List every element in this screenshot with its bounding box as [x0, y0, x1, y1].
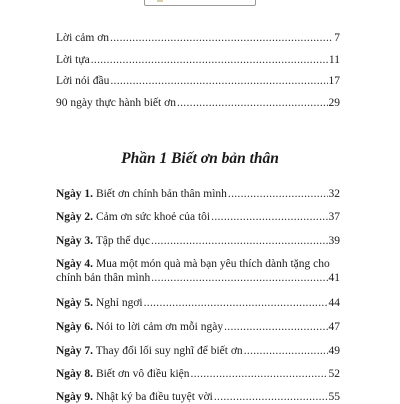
toc-entry-page: 44	[328, 297, 340, 309]
dot-leader	[228, 187, 328, 201]
toc-entry-page: 52	[328, 368, 340, 380]
day-label: Ngày 7.	[56, 345, 94, 357]
dot-leader	[224, 320, 327, 334]
toc-day-title: Ngày 1. Biết ơn chính bản thân mình	[56, 188, 227, 200]
toc-day-title: Ngày 9. Nhật ký ba điều tuyệt vời	[56, 391, 213, 403]
dot-leader	[110, 74, 327, 88]
toc-day-entry[interactable]	[56, 344, 340, 358]
toc-entry-page: 41	[328, 272, 340, 284]
dot-leader	[244, 344, 328, 358]
toc-day-title-line1: Ngày 4. Mua một món quà mà bạn yêu thích dành tặng cho	[56, 258, 330, 270]
toc-entry-page: 47	[328, 321, 340, 333]
toc-day-entry[interactable]	[56, 234, 340, 248]
toc-day-title: Ngày 7. Thay đổi lối suy nghĩ để biết ơn	[56, 345, 243, 357]
toc-day-entry[interactable]	[56, 390, 340, 404]
toc-entry-page: 11	[328, 54, 340, 66]
day-label: Ngày 6.	[56, 321, 94, 333]
day-label: Ngày 8.	[56, 368, 94, 380]
toc-day-title: Ngày 5. Nghỉ ngơi	[56, 297, 143, 309]
toc-day-title: Ngày 3. Tập thể dục	[56, 235, 151, 247]
toc-entry-title: Lời tựa	[56, 54, 90, 66]
dot-leader	[211, 210, 327, 224]
dot-leader	[177, 96, 328, 110]
toc-entry[interactable]	[56, 31, 340, 45]
toc-day-entry[interactable]	[56, 320, 340, 334]
toc-entry-page: 32	[328, 188, 340, 200]
dot-leader	[214, 390, 328, 404]
toc-entry[interactable]	[56, 53, 340, 67]
dot-leader	[110, 31, 333, 45]
toc-day-title: Ngày 6. Nói to lời cảm ơn mỗi ngày	[56, 321, 224, 333]
section-heading: Phần 1 Biết ơn bản thân	[121, 150, 279, 167]
day-label: Ngày 9.	[56, 391, 94, 403]
toc-day-entry[interactable]	[56, 257, 340, 285]
toc-entry-title: Lời nói đầu	[56, 75, 110, 87]
day-label: Ngày 2.	[56, 211, 94, 223]
toc-entry-page: 55	[328, 391, 340, 403]
toc-entry[interactable]	[56, 74, 340, 88]
toc-entry-page: 37	[328, 211, 340, 223]
tab-mark	[157, 0, 163, 2]
dot-leader	[91, 53, 328, 67]
dot-leader	[151, 271, 327, 285]
day-label: Ngày 4.	[56, 258, 94, 270]
toc-entry-page: 29	[328, 97, 340, 109]
toc-entry-page: 17	[328, 75, 340, 87]
toc-day-title: Ngày 8. Biết ơn vô điều kiện	[56, 368, 190, 380]
dot-leader	[191, 367, 328, 381]
toc-entry-page: 39	[328, 235, 340, 247]
toc-entry-page: 49	[328, 345, 340, 357]
toc-entry-title: Lời cảm ơn	[56, 32, 110, 44]
day-label: Ngày 3.	[56, 235, 94, 247]
toc-day-title: Ngày 2. Cảm ơn sức khoẻ của tôi	[56, 211, 211, 223]
day-label: Ngày 1.	[56, 188, 94, 200]
dot-leader	[151, 234, 327, 248]
dot-leader	[144, 296, 328, 310]
toc-day-entry[interactable]	[56, 367, 340, 381]
toc-day-title-line2: chính bản thân mình ..... 41	[56, 271, 340, 285]
toc-day-entry[interactable]	[56, 210, 340, 224]
toc-day-entry[interactable]	[56, 296, 340, 310]
toc-day-entry[interactable]	[56, 187, 340, 201]
toc-entry-page: 7	[334, 32, 340, 44]
toc-entry-title: 90 ngày thực hành biết ơn	[56, 97, 176, 109]
page-edge-tab	[144, 0, 256, 6]
toc-entry[interactable]	[56, 96, 340, 110]
day-label: Ngày 5.	[56, 297, 94, 309]
